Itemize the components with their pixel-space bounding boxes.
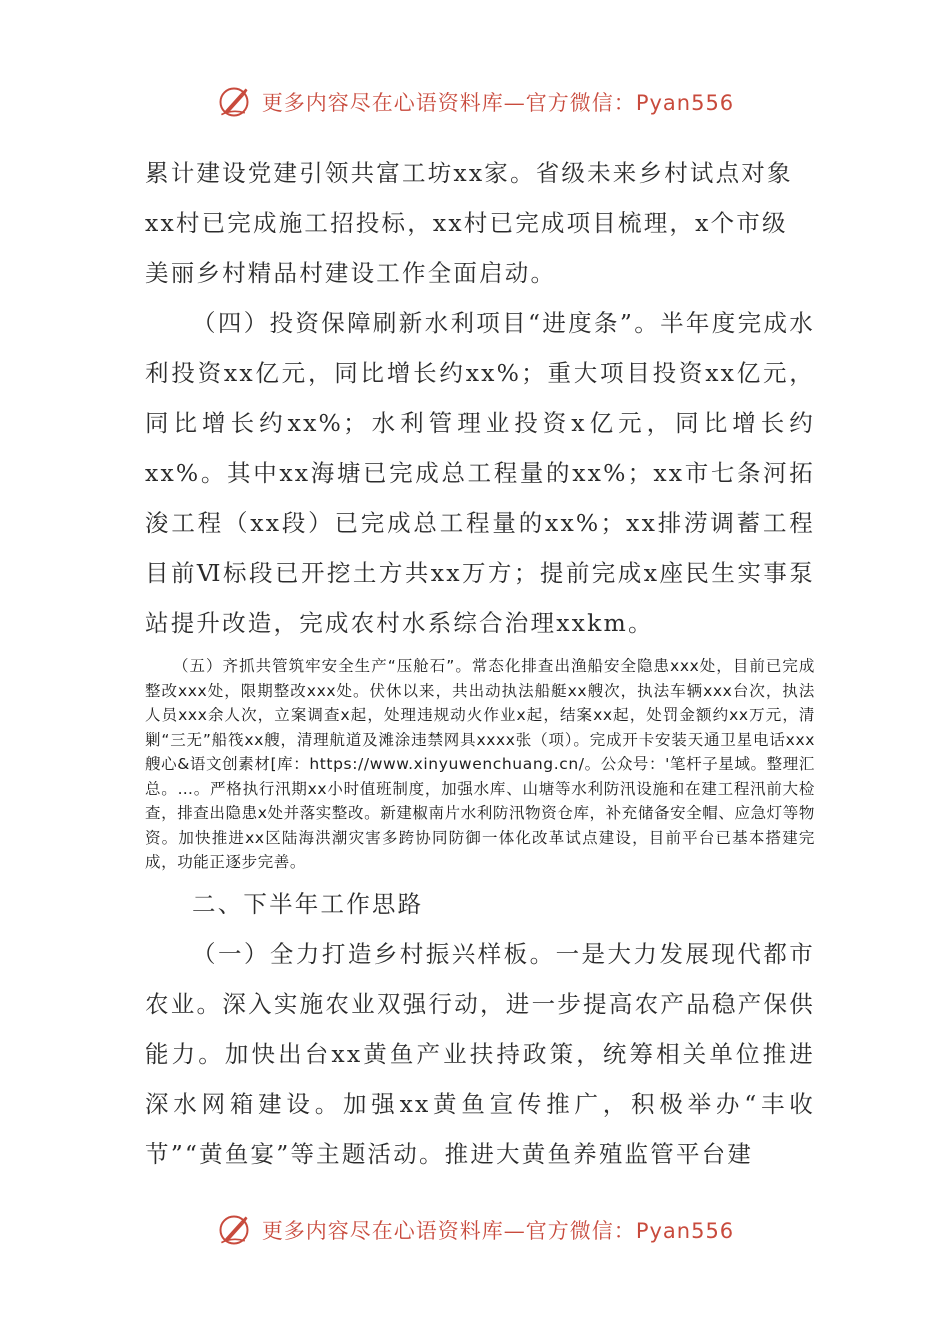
document-body bbox=[145, 148, 815, 1179]
footer-watermark-id: Pyan556 bbox=[635, 1219, 735, 1243]
pen-logo-icon bbox=[216, 84, 252, 120]
paragraph-safety-text: （五）齐抓共管筑牢安全生产“压舱石”。常态化排查出渔船安全隐患xxx处，目前已完成整改xxx处，限期整改xxx处。伏休以来，共出动执法船艇xx艘次，执法车辆xxx台次，执法人员xxx余人次，立案调查x起，处理违规动火作业x起，结案xx起，处罚金额约xx万元，清剿“三无”船筏xx艘，清理航道及滩涂违禁网具xxxx张（项）。完成开卡安装天通卫星电话xxx艘心&语文创素材[库：https://www.xinyuwenchuang.cn/。公众号：'笔杆子星域。整理汇总。…。严格执行汛期xx小时值班制度，加强水库、山塘等水利防汛设施和在建工程汛前大检查，排查出隐患x处并落实整改。新建椒南片水利防汛物资仓库，补充储备安全帽、应急灯等物资。加快推进xx区陆海洪潮灾害多跨协同防御一体化改革试点建设，目前平台已基本搭建完成，功能正逐步完善。 bbox=[145, 657, 815, 871]
paragraph-line: 美丽乡村精品村建设工作全面启动。 bbox=[145, 259, 557, 287]
header-watermark bbox=[0, 84, 950, 120]
header-watermark-text: 更多内容尽在心语资料库—官方微信：Pyan556 bbox=[261, 91, 735, 115]
paragraph-safety bbox=[145, 654, 815, 875]
paragraph-investment: （四）投资保障刷新水利项目“进度条”。半年度完成水利投资xx亿元，同比增长约xx%；重大项目投资xx亿元，同比增长约xx%；水利管理业投资x亿元，同比增长约xx%。其中xx海塘已完成总工程量的xx%；xx市七条河拓浚工程（xx段）已完成总工程量的xx%；xx排涝调蓄工程目前Ⅵ标段已开挖土方共xx万方；提前完成x座民生实事泵站提升改造，完成农村水系综合治理xxkm。 bbox=[145, 309, 815, 637]
paragraph-rural: （一）全力打造乡村振兴样板。一是大力发展现代都市农业。深入实施农业双强行动，进一步提高农产品稳产保供能力。加快出台xx黄鱼产业扶持政策，统筹相关单位推进深水网箱建设。加强xx黄鱼宣传推广，积极举办“丰收节”“黄鱼宴”等主题活动。推进大黄鱼养殖监管平台建 bbox=[145, 939, 815, 1168]
header-watermark-id: Pyan556 bbox=[635, 91, 735, 115]
paragraph-line: 累计建设党建引领共富工坊xx家。省级未来乡村试点对象 bbox=[145, 159, 793, 187]
section-heading: 二、下半年工作思路 bbox=[192, 889, 424, 918]
paragraph-line: xx村已完成施工招投标，xx村已完成项目梳理，x个市级 bbox=[145, 209, 788, 237]
footer-watermark bbox=[0, 1212, 950, 1248]
pen-logo-icon bbox=[216, 1212, 252, 1248]
footer-watermark-text: 更多内容尽在心语资料库—官方微信：Pyan556 bbox=[261, 1219, 735, 1243]
